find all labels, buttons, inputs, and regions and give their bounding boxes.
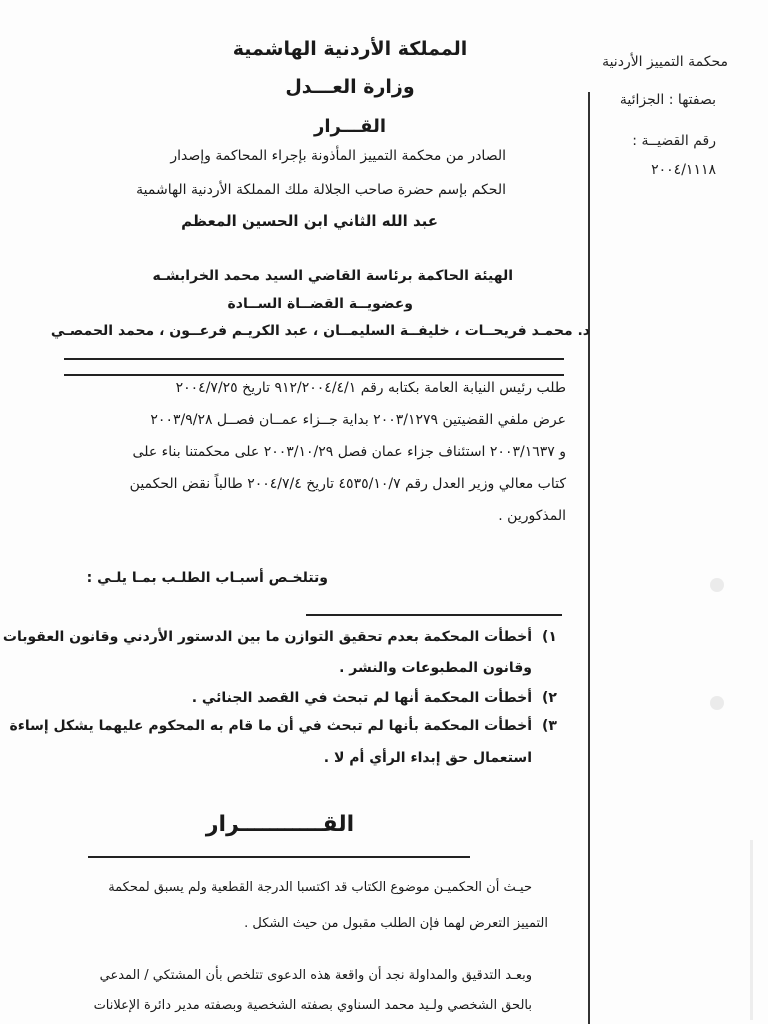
reasons-rule [306,614,562,616]
decision-rule [88,856,470,858]
decision-paragraph-line: التمييز التعرض لهما فإن الطلب مقبول من حيث الشكل . [244,916,548,931]
request-line: كتاب معالي وزير العدل رقم ٤٥٣٥/١٠/٧ تاريخ ٢٠٠٤/٧/٤ طالباً نقض الحكمين [129,476,566,492]
intro-line-1: الصادر من محكمة التمييز المأذونة بإجراء المحاكمة وإصدار [170,148,506,164]
request-line: و ٢٠٠٣/١٦٣٧ استئناف جزاء عمان فصل ٢٠٠٣/١٠/٢٩ على محكمتنا بناء على [132,444,566,460]
scan-speck [710,696,724,710]
panel-presiding: الهيئة الحاكمة برئاسة القاضي السيد محمد الخرابشـه [152,268,513,284]
ministry-title: وزارة العـــدل [285,76,415,98]
reason-number: ٣) [542,718,557,734]
panel-members-label: وعضويــة القضــاة الســادة [227,296,413,312]
reason-number: ١) [542,629,557,645]
reason-item: أخطأت المحكمة أنها لم تبحث في القصد الجنائي . [191,690,532,706]
margin-divider-line [588,92,590,1024]
reason-item-continuation: استعمال حق إبداء الرأي أم لا . [323,750,532,766]
reasons-title: وتتلخـص أسبـاب الطلـب بمـا يلـي : [86,570,328,586]
request-line: المذكورين . [498,508,566,524]
scan-speck [710,578,724,592]
request-line: عرض ملفي القضيتين ٢٠٠٣/١٢٧٩ بداية جــزاء عمــان فصــل ٢٠٠٣/٩/٢٨ [150,412,566,428]
reason-item-continuation: وقانون المطبوعات والنشر . [339,660,532,676]
decision-paragraph-line: وبعـد التدقيق والمداولة نجد أن واقعة هذه الدعوى تتلخص بأن المشتكي / المدعي [99,968,532,983]
decision-title: القـــــــــــرار [205,812,355,837]
case-number-label: رقم القضيــة : [632,133,716,149]
request-paragraph [26,372,566,532]
decision-paragraph-line: بالحق الشخصي ولـيد محمد السناوي بصفته الشخصية وبصفته مدير دائرة الإعلانات [93,998,532,1013]
court-capacity: بصفتها : الجزائية [619,92,716,108]
reason-item: أخطأت المحكمة بعدم تحقيق التوازن ما بين الدستور الأردني وقانون العقوبات [2,629,532,645]
decision-heading: القـــرار [313,116,387,137]
decision-paragraph-line: حيـث أن الحكميـن موضوع الكتاب قد اكتسبا الدرجة القطعية ولم يسبق لمحكمة [108,880,532,895]
scan-edge-shadow [750,840,753,1020]
intro-line-2: الحكم بإسم حضرة صاحب الجلالة ملك المملكة الأردنية الهاشمية [136,182,506,198]
request-line: طلب رئيس النيابة العامة بكتابه رقم ٩١٢/٢٠٠٤/٤/١ تاريخ ٢٠٠٤/٧/٢٥ [175,380,566,396]
panel-members: د. محمـد فريحــات ، خليفــة السليمــان ، عبد الكريـم فرعــون ، محمد الحمصـي [50,323,590,339]
reason-number: ٢) [542,690,557,706]
case-number: ٢٠٠٤/١١١٨ [651,162,716,178]
king-name: عبد الله الثاني ابن الحسين المعظم [181,212,438,230]
kingdom-title: المملكة الأردنية الهاشمية [232,38,468,60]
reason-item: أخطأت المحكمة بأنها لم تبحث في أن ما قام به المحكوم عليهما يشكل إساءة [9,718,532,734]
header-rule-top [64,358,564,360]
court-name: محكمة التمييز الأردنية [602,54,728,70]
